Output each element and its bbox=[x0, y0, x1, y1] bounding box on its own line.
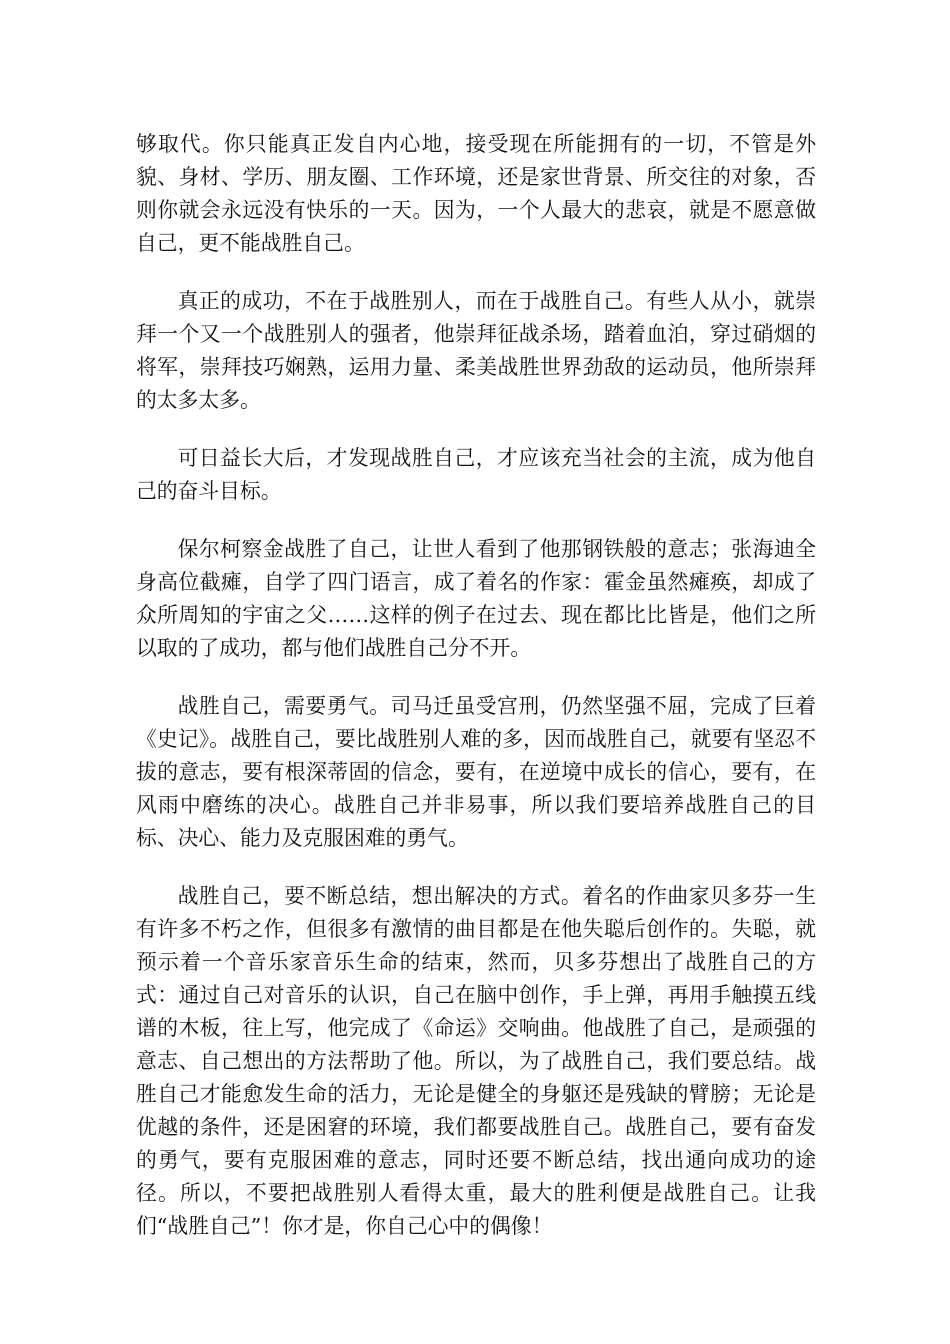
paragraph-4: 保尔柯察金战胜了自己，让世人看到了他那钢铁般的意志；张海迪全身高位截瘫，自学了四门语言，成了着名的作家：霍金虽然瘫痪，却成了众所周知的宇宙之父……这样的例子在过去、现在都比比皆是，他们之所以取的了成功，都与他们战胜自己分不开。 bbox=[136, 537, 816, 660]
paragraph-5: 战胜自己，需要勇气。司马迁虽受宫刑，仍然坚强不屈，完成了巨着《史记》。战胜自己，要比战胜别人难的多，因而战胜自己，就要有坚忍不拔的意志，要有根深蒂固的信念，要有，在逆境中成长的信心，要有，在风雨中磨练的决心。战胜自己并非易事，所以我们要培养战胜自己的目标、决心、能力及克服困难的勇气。 bbox=[136, 694, 816, 850]
document-page bbox=[136, 128, 816, 1268]
paragraph-3: 可日益长大后，才发现战胜自己，才应该充当社会的主流，成为他自己的奋斗目标。 bbox=[136, 446, 816, 503]
paragraph-6: 战胜自己，要不断总结，想出解决的方式。着名的作曲家贝多芬一生有许多不朽之作，但很多有激情的曲目都是在他失聪后创作的。失聪，就预示着一个音乐家音乐生命的结束，然而，贝多芬想出了战胜自己的方式：通过自己对音乐的认识，自己在脑中创作，手上弹，再用手触摸五线谱的木板，往上写，他完成了《命运》交响曲。他战胜了自己，是顽强的意志、自己想出的方法帮助了他。所以，为了战胜自己，我们要总结。战胜自己才能愈发生命的活力，无论是健全的身躯还是残缺的臂膀；无论是优越的条件，还是困窘的环境，我们都要战胜自己。战胜自己，要有奋发的勇气，要有克服困难的意志，同时还要不断总结，找出通向成功的途径。所以，不要把战胜别人看得太重，最大的胜利便是战胜自己。让我们“战胜自己”！你才是，你自己心中的偶像！ bbox=[136, 884, 816, 1238]
paragraph-1: 够取代。你只能真正发自内心地，接受现在所能拥有的一切，不管是外貌、身材、学历、朋友圈、工作环境，还是家世背景、所交往的对象，否则你就会永远没有快乐的一天。因为，一个人最大的悲哀，就是不愿意做自己，更不能战胜自己。 bbox=[136, 132, 816, 255]
paragraph-2: 真正的成功，不在于战胜别人，而在于战胜自己。有些人从小，就崇拜一个又一个战胜别人的强者，他崇拜征战杀场，踏着血泊，穿过硝烟的将军，崇拜技巧娴熟，运用力量、柔美战胜世界劲敌的运动员，他所崇拜的太多太多。 bbox=[136, 289, 816, 412]
